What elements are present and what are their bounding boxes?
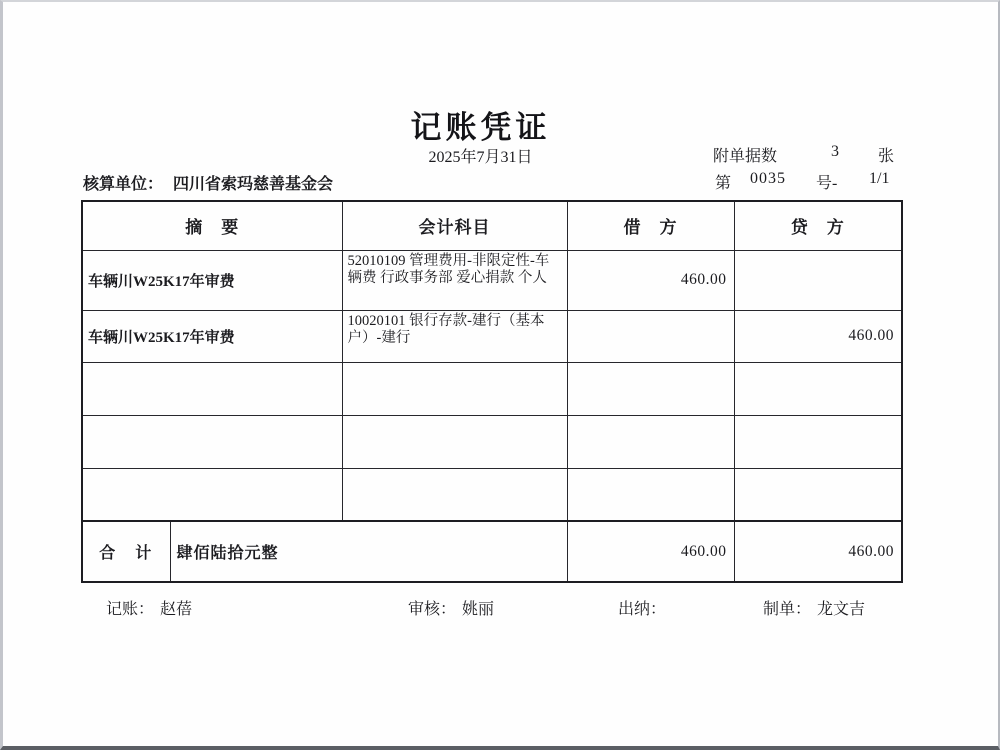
- voucher-page-number: 1/1: [869, 170, 890, 187]
- attachments-line: [713, 143, 943, 166]
- cashier-label: 出纳：: [618, 601, 667, 618]
- preparer-name: 龙文吉: [817, 601, 866, 618]
- cell-credit: [734, 362, 902, 415]
- cell-account: 10020101 银行存款-建行（基本户）-建行: [342, 310, 567, 362]
- accounting-unit-line: [83, 171, 333, 194]
- table-total-row: [82, 521, 902, 582]
- voucher-number-prefix: 第: [715, 175, 732, 192]
- cell-credit: [734, 468, 902, 521]
- cell-debit: [567, 415, 734, 468]
- attachments-label: 附单据数: [713, 148, 778, 165]
- cashier-signature: [618, 596, 672, 619]
- cell-summary: 车辆川W25K17年审费: [82, 310, 342, 362]
- page-title: 记账凭证: [410, 110, 551, 145]
- table-row: [82, 362, 902, 415]
- preparer-label: 制单：: [763, 601, 812, 618]
- cell-debit: [567, 468, 734, 521]
- cell-credit: 460.00: [734, 310, 902, 362]
- cell-summary: [82, 468, 342, 521]
- header-summary: 摘 要: [82, 201, 342, 250]
- table-row: [82, 468, 902, 521]
- attachments-unit: 张: [878, 148, 895, 165]
- header-account: 会计科目: [342, 201, 567, 250]
- accounting-unit-label: 核算单位：: [83, 176, 164, 193]
- cell-account: [342, 362, 567, 415]
- bookkeeper-label: 记账：: [106, 601, 155, 618]
- total-debit: 460.00: [567, 521, 734, 582]
- cell-account: [342, 468, 567, 521]
- header-debit: 借 方: [567, 201, 734, 250]
- attachments-count: 3: [831, 143, 839, 160]
- cell-debit: [567, 362, 734, 415]
- voucher-date: 2025年7月31日: [428, 149, 533, 166]
- cell-summary: [82, 362, 342, 415]
- cell-summary: 车辆川W25K17年审费: [82, 250, 342, 310]
- total-amount-in-words: 肆佰陆拾元整: [170, 521, 567, 582]
- bookkeeper-signature: [106, 596, 192, 619]
- total-credit: 460.00: [734, 521, 902, 582]
- reviewer-label: 审核：: [408, 601, 457, 618]
- cell-account: 52010109 管理费用-非限定性-车辆费 行政事务部 爱心捐款 个人: [342, 250, 567, 310]
- cell-summary: [82, 415, 342, 468]
- reviewer-signature: [408, 596, 494, 619]
- table-row: [82, 250, 902, 310]
- table-header-row: [82, 201, 902, 250]
- cell-credit: [734, 415, 902, 468]
- header-credit: 贷 方: [734, 201, 902, 250]
- reviewer-name: 姚丽: [462, 601, 495, 618]
- table-row: [82, 415, 902, 468]
- preparer-signature: [763, 596, 865, 619]
- voucher-number-line: [715, 170, 945, 193]
- bookkeeper-name: 赵蓓: [160, 601, 193, 618]
- voucher-number-suffix: 号-: [816, 175, 838, 192]
- cell-account: [342, 415, 567, 468]
- table-row: [82, 310, 902, 362]
- accounting-unit-name: 四川省索玛慈善基金会: [173, 176, 334, 193]
- cell-debit: 460.00: [567, 250, 734, 310]
- cell-credit: [734, 250, 902, 310]
- total-label: 合 计: [82, 521, 170, 582]
- cell-debit: [567, 310, 734, 362]
- voucher-table: [81, 200, 903, 583]
- voucher-number-value: 0035: [750, 170, 786, 187]
